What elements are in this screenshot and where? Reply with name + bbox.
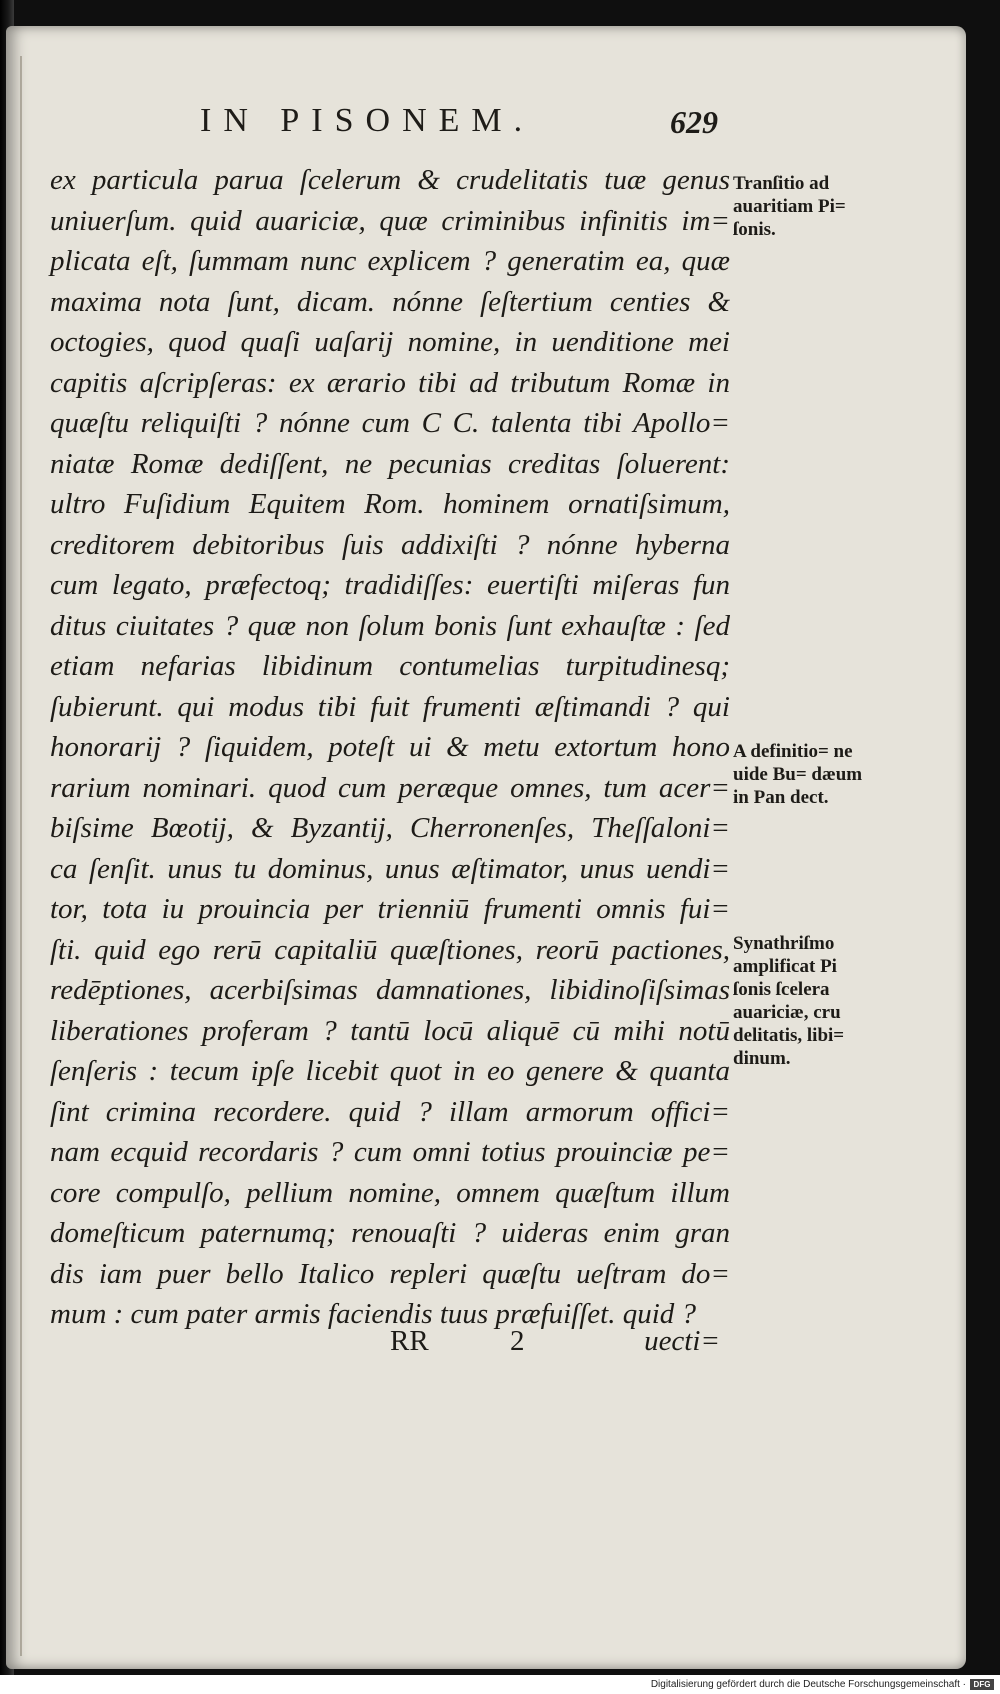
text-line: niatæ Romæ dediſſent, ne pecunias creditas ſoluerent: [50, 447, 730, 480]
running-title: IN PISONEM. [200, 102, 535, 139]
text-line: maxima nota ſunt, dicam. nónne ſeſtertium centies & [50, 285, 730, 318]
text-line: octogies, quod quaſi uaſarij nomine, in uenditione mei [50, 326, 730, 358]
page-number: 629 [670, 104, 718, 140]
margin-note-synathrismo: Synathriſmo amplificat Pi ſonis ſcelera auariciæ, cru delitatis, libi= dinum. [733, 933, 845, 1069]
text-line: creditorem debitoribus ſuis addixiſti ? nónne hyberna [50, 528, 730, 561]
margin-note-definitione: A definitio= ne uide Bu= dæum in Pan dect. [733, 741, 863, 808]
text-line: etiam nefarias libidinum contumelias turpitudinesq; [50, 650, 730, 682]
text-line: rarium nominari. quod cum peræque omnes, tum acer= [50, 771, 730, 804]
dfg-logo-icon: DFG [970, 1679, 994, 1690]
text-line: nam ecquid recordaris ? cum omni totius prouinciæ pe= [50, 1136, 730, 1168]
text-line: core compulſo, pellium nomine, omnem quæſtum illum [50, 1176, 730, 1209]
text-line: uniuerſum. quid auariciæ, quæ criminibus infinitis im= [50, 204, 730, 237]
text-line: cum legato, præfectoq; tradidiſſes: euertiſti miſeras fun [50, 569, 730, 601]
signature-line [390, 1325, 720, 1365]
main-text-block [50, 160, 730, 1335]
text-line: liberationes proferam ? tantū locū aliquē cū mihi notū [50, 1014, 730, 1047]
catchword: uecti= [644, 1325, 720, 1357]
text-line: tor, tota iu prouincia per trienniū frumenti omnis fui= [50, 893, 730, 925]
text-line: ſenſeris : tecum ipſe licebit quot in eo genere & quanta [50, 1055, 730, 1087]
text-line: capitis aſcripſeras: ex ærario tibi ad tributum Romæ in [50, 366, 730, 399]
text-line: ſint crimina recordere. quid ? illam armorum offici= [50, 1095, 730, 1128]
text-line: domeſticum paternumq; renouaſti ? uideras enim gran [50, 1217, 730, 1249]
text-line: honorarij ? ſiquidem, poteſt ui & metu extortum hono [50, 731, 730, 763]
footer-credit-bar [0, 1675, 1000, 1694]
page-gutter-shadow [20, 56, 22, 1656]
signature-mark: RR [390, 1325, 429, 1357]
text-line: ſubierunt. qui modus tibi fuit frumenti æſtimandi ? qui [50, 690, 730, 723]
text-line: quæſtu reliquiſti ? nónne cum C C. talenta tibi Apollo= [50, 407, 730, 439]
text-line: biſsime Bœotij, & Byzantij, Cherronenſes, Theſſaloni= [50, 812, 730, 844]
text-line: ultro Fuſidium Equitem Rom. hominem ornatiſsimum, [50, 488, 730, 520]
footer-credit: Digitalisierung gefördert durch die Deutsche Forschungsgemeinschaft · [650, 1679, 966, 1690]
text-line: ditus ciuitates ? quæ non ſolum bonis ſunt exhauſtæ : ſed [50, 609, 730, 642]
text-line: ſti. quid ego rerū capitaliū quæſtiones, reorū pactiones, [50, 933, 730, 966]
text-line: dis iam puer bello Italico repleri quæſtu ueſtram do= [50, 1257, 730, 1290]
text-line: mum : cum pater armis faciendis tuus præfuiſſet. quid ? [50, 1298, 697, 1330]
text-line: ca ſenſit. unus tu dominus, unus æſtimator, unus uendi= [50, 852, 730, 885]
signature-number: 2 [510, 1325, 525, 1357]
text-line: plicata eſt, ſummam nunc explicem ? generatim ea, quæ [50, 245, 730, 277]
text-line: redēptiones, acerbiſsimas damnationes, libidinoſiſsimas [50, 974, 730, 1006]
text-line: ex particula parua ſcelerum & crudelitatis tuæ genus [50, 164, 730, 196]
margin-note-transitio: Tranſitio ad auaritiam Pi= ſonis. [733, 173, 846, 240]
